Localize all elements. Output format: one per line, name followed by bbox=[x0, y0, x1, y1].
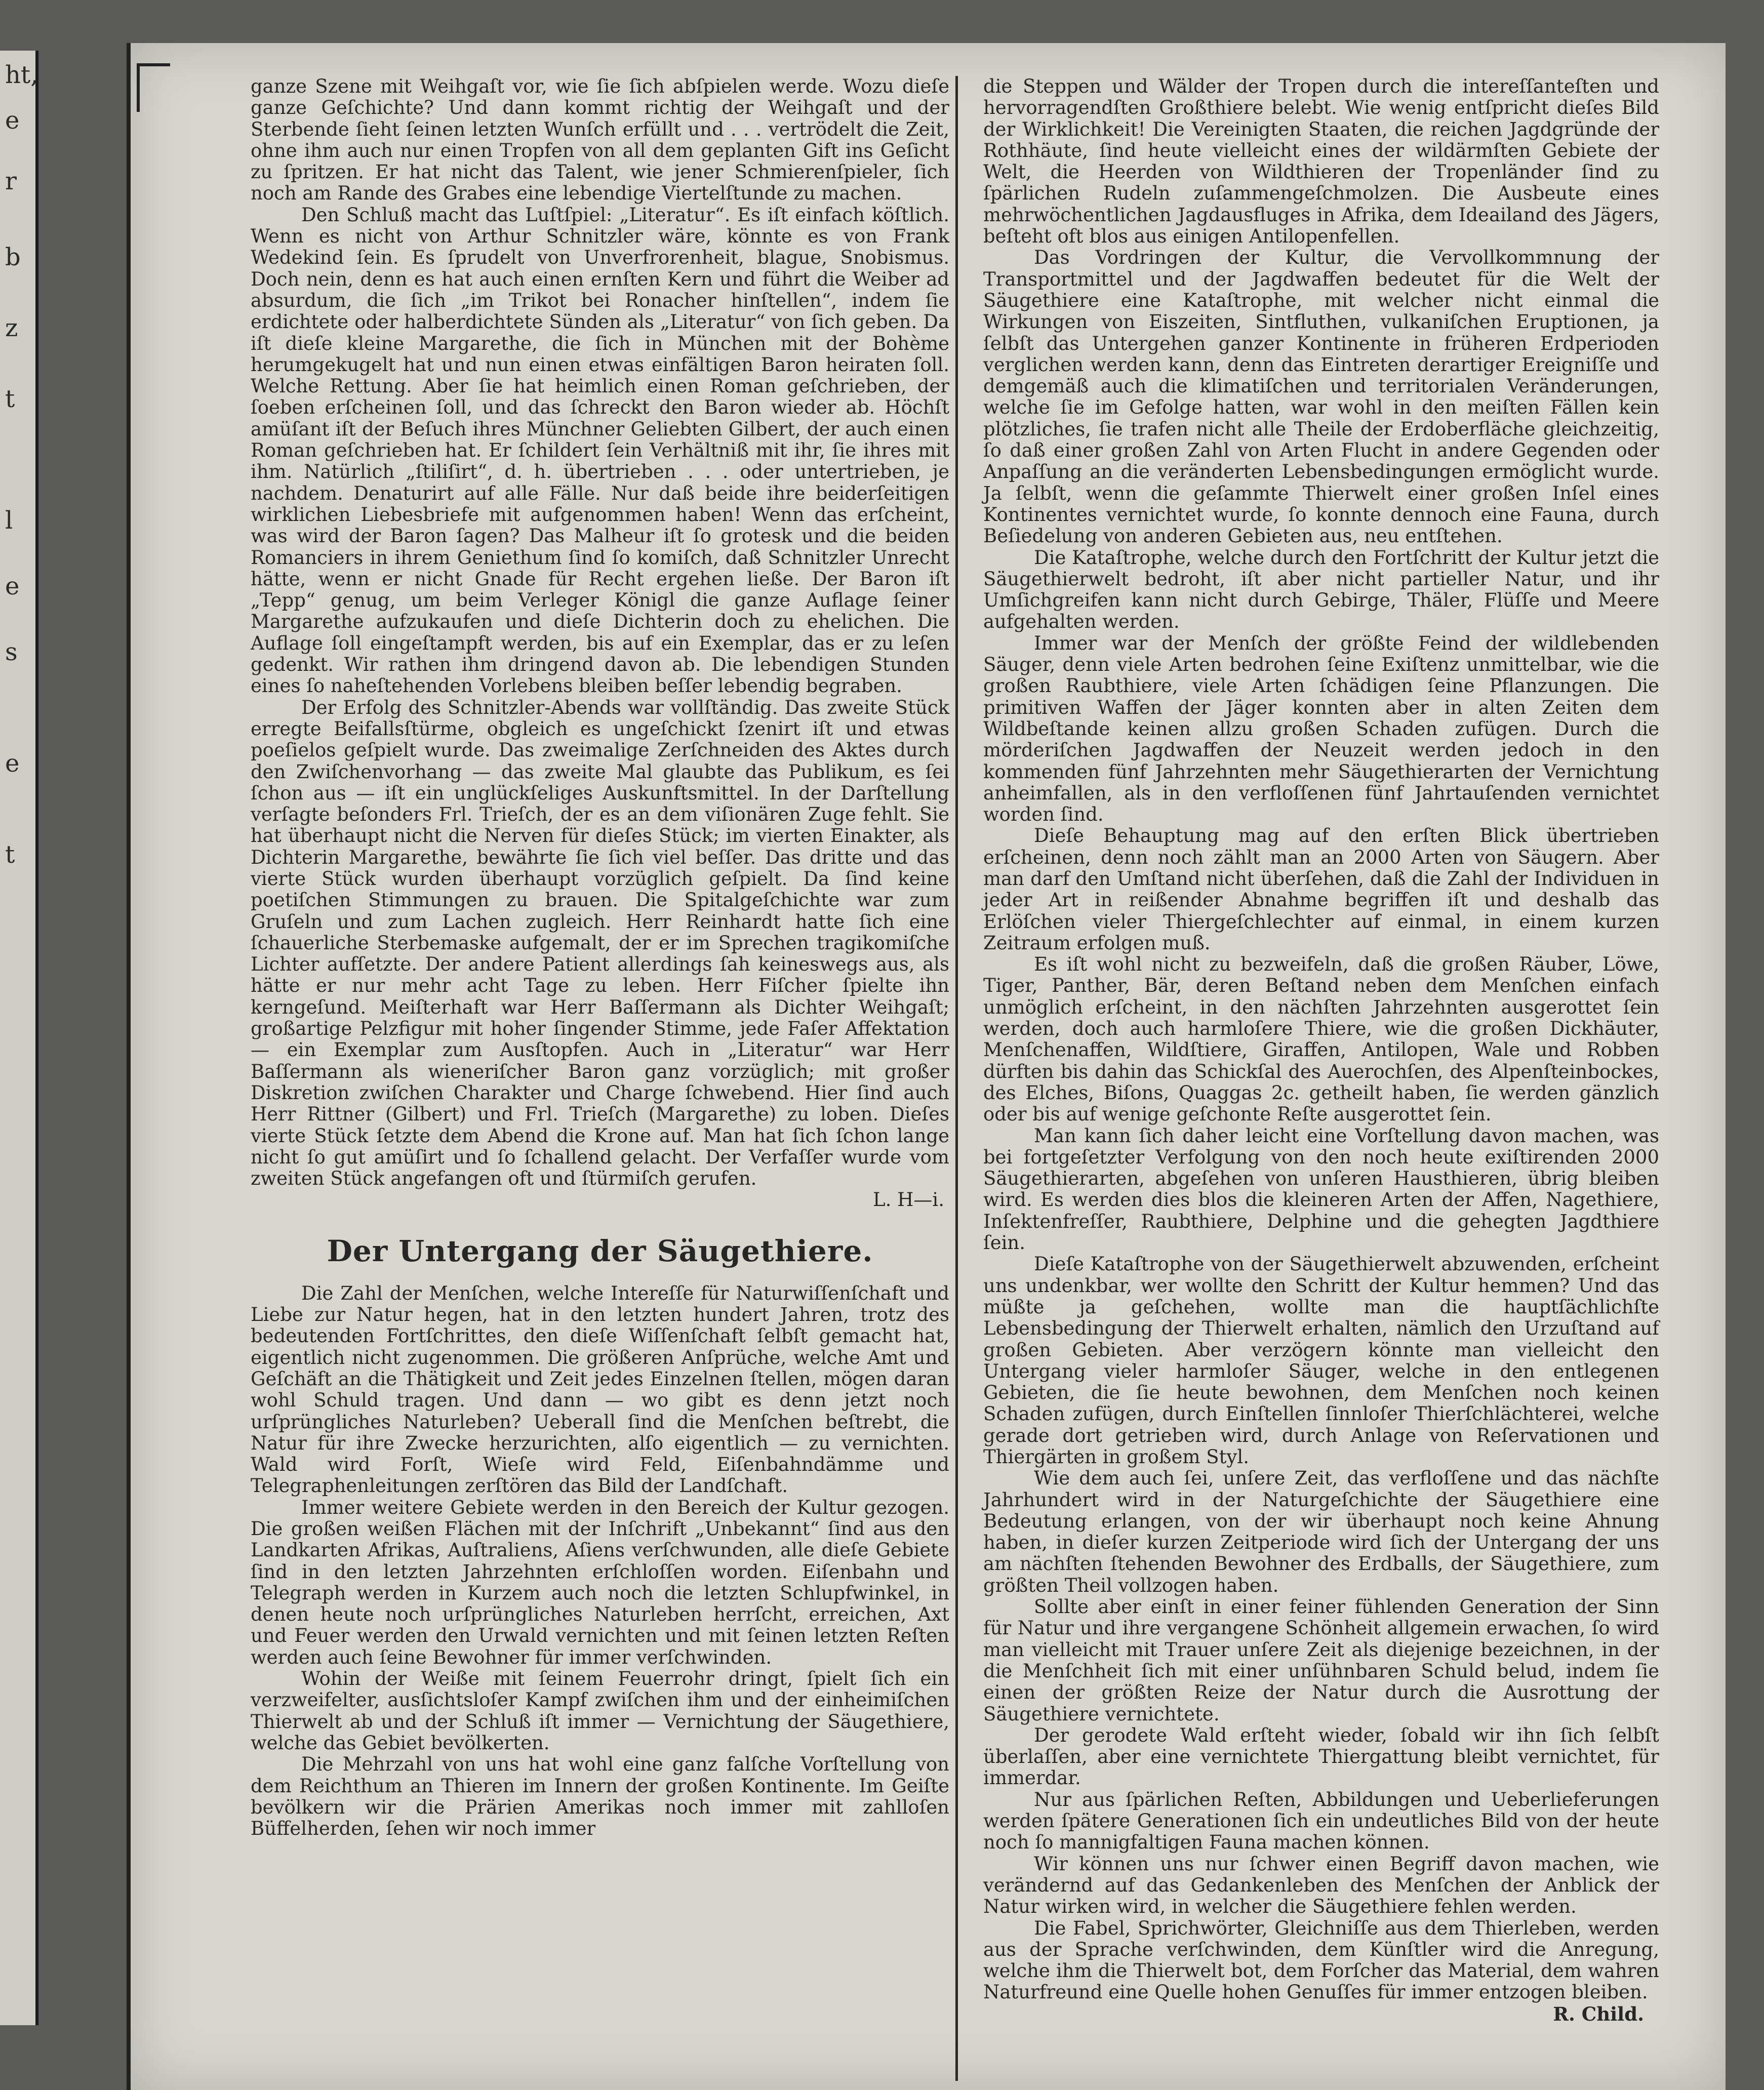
adjacent-page-fragment bbox=[0, 51, 38, 2025]
paragraph: Man kann ſich daher leicht eine Vorſtellung davon machen, was bei fortgeſetzter Verfolgung von den noch heute exiſtirenden 2000 Säugethierarten, abgeſehen von unſeren Hausthieren, übrig bleiben wird. Es werden dies blos die kleineren Arten der Affen, Nagethiere, Inſektenfreſſer, Raubthiere, Delphine und die gehegten Jagdthiere ſein. bbox=[983, 1124, 1659, 1254]
crop-corner-mark bbox=[137, 63, 170, 112]
paragraph: Der Erfolg des Schnitzler-Abends war vollſtändig. Das zweite Stück erregte Beifallsſtürme, obgleich es ungeſchickt ſzenirt iſt und etwas poeſielos geſpielt wurde. Das zweimalige Zerſchneiden des Aktes durch den Zwiſchenvorhang — das zweite Mal glaubte das Publikum, es ſei ſchon aus — iſt ein unglückſeliges Auskunftsmittel. In der Darſtellung verſagte beſonders Frl. Trieſch, der es an dem viſionären Zuge fehlt. Sie hat überhaupt nicht die Nerven für dieſes Stück; im vierten Einakter, als Dichterin Margarethe, bewährte ſie ſich viel beſſer. Das dritte und das vierte Stück wurden überhaupt vorzüglich geſpielt. Da ſind keine poetiſchen Stimmungen zu brauen. Die Spitalgeſchichte war zum Gruſeln und zum Lachen zugleich. Herr Reinhardt hatte ſich eine ſchauerliche Sterbemaske aufgemalt, der er im Sprechen tragikomiſche Lichter aufſetzte. Der andere Patient allerdings ſah keineswegs aus, als hätte er nur mehr acht Tage zu leben. Herr Fiſcher ſpielte ihn kerngeſund. Meiſterhaft war Herr Baſſermann als Dichter Weihgaſt; großartige Pelzfigur mit hoher ſingender Stimme, jede Faſer Affektation — ein Exemplar zum Ausſtopfen. Auch in „Literatur“ war Herr Baſſermann als wieneriſcher Baron ganz vorzüglich; mit großer Diskretion zwiſchen Charakter und Charge ſchwebend. Hier ſind auch Herr Rittner (Gilbert) und Frl. Trieſch (Margarethe) zu loben. Dieſes vierte Stück ſetzte dem Abend die Krone auf. Man hat ſich ſchon lange nicht ſo gut amüſirt und ſo ſchallend gelacht. Der Verfaſſer wurde vom zweiten Stück angefangen oft und ſtürmiſch gerufen. bbox=[251, 696, 949, 1190]
paragraph: Dieſe Behauptung mag auf den erſten Blick übertrieben erſcheinen, denn noch zählt man an 2000 Arten von Säugern. Aber man darf den Umſtand nicht überſehen, daß die Zahl der Individuen in jeder Art in reißender Abnahme begriffen iſt und deshalb das Erlöſchen vieler Thiergeſchlechter auf einmal, in einem kurzen Zeitraum erfolgen muß. bbox=[983, 825, 1659, 954]
mammal-article-left bbox=[251, 1283, 949, 1840]
paragraph: Wohin der Weiße mit ſeinem Feuerrohr dringt, ſpielt ſich ein verzweifelter, ausſichtsloſer Kampf zwiſchen ihm und der einheimiſchen Thierwelt ab und der Schluß iſt immer — Vernichtung der Säugethiere, welche das Gebiet bevölkerten. bbox=[251, 1668, 949, 1754]
fragment-text: l bbox=[5, 506, 13, 535]
paragraph: die Steppen und Wälder der Tropen durch die intereſſanteſten und hervorragendſten Großthiere belebt. Wie wenig entſpricht dieſes Bild der Wirklichkeit! Die Vereinigten Staaten, die reichen Jagdgründe der Rothhäute, ſind heute vielleicht eines der wildärmſten Gebiete der Welt, die Heerden von Wildthieren der Tropenländer ſind zu ſpärlichen Rudeln zuſammengeſchmolzen. Die Ausbeute eines mehrwöchentlichen Jagdausfluges in Afrika, dem Ideailand des Jägers, beſteht oft blos aus einigen Antilopenfellen. bbox=[983, 75, 1659, 248]
paragraph: Das Vordringen der Kultur, die Vervollkommnung der Transportmittel und der Jagdwaffen bedeutet für die Welt der Säugethiere eine Kataſtrophe, mit welcher nicht einmal die Wirkungen von Eiszeiten, Sintfluthen, vulkaniſchen Eruptionen, ja ſelbſt das Untergehen ganzer Kontinente in früheren Erdperioden verglichen werden kann, denn das Eintreten derartiger Ereigniſſe und demgemäß auch die klimatiſchen und territorialen Veränderungen, welche ſie im Gefolge hatten, war wohl in den meiſten Fällen kein plötzliches, ſie trafen nicht alle Theile der Erdoberfläche gleichzeitig, ſo daß einer großen Zahl von Arten Flucht in andere Gegenden oder Anpaſſung an die veränderten Lebensbedingungen ermöglicht wurde. Ja ſelbſt, wenn die geſammte Thierwelt einer großen Inſel eines Kontinentes vernichtet wurde, ſo konnte dennoch eine Fauna, durch Beſiedelung von anderen Gebieten aus, neu entſtehen. bbox=[983, 247, 1659, 547]
fragment-text: b bbox=[5, 243, 21, 271]
paragraph: Nur aus ſpärlichen Reſten, Abbildungen und Ueberlieferungen werden ſpätere Generationen ſich ein undeutliches Bild von der heute noch ſo mannigfaltigen Fauna machen können. bbox=[983, 1788, 1659, 1854]
fragment-text: s bbox=[5, 638, 18, 666]
fragment-text: r bbox=[5, 167, 17, 195]
paragraph: Wie dem auch ſei, unſere Zeit, das verfloſſene und das nächſte Jahrhundert wird in der Naturgeſchichte der Säugethiere eine Bedeutung erlangen, von der wir überhaupt noch keine Ahnung haben, in dieſer kurzen Zeitperiode wird ſich der Untergang der uns am nächſten ſtehenden Bewohner des Erdballs, der Säugethiere, zum größten Theil vollzogen haben. bbox=[983, 1467, 1659, 1596]
fragment-text: e bbox=[5, 106, 20, 135]
fragment-text: ht, bbox=[5, 61, 38, 89]
paragraph: ganze Szene mit Weihgaſt vor, wie ſie ſich abſpielen werde. Wozu dieſe ganze Geſchichte? Und dann kommt richtig der Weihgaſt und der Sterbende ſieht ſeinen letzten Wunſch erfüllt und . . . vertrödelt die Zeit, ohne ihm auch nur einen Tropfen von all dem geplanten Gift ins Geſicht zu ſpritzen. Er hat nicht das Talent, wie jener Schmierenſpieler, ſich noch am Rande des Grabes eine lebendige Viertelſtunde zu machen. bbox=[251, 75, 949, 205]
paragraph: Die Mehrzahl von uns hat wohl eine ganz falſche Vorſtellung von dem Reichthum an Thieren im Innern der großen Kontinente. Im Geiſte bevölkern wir die Prärien Amerikas noch immer mit zahlloſen Büffelherden, ſehen wir noch immer bbox=[251, 1753, 949, 1840]
article-headline: Der Untergang der Säugethiere. bbox=[327, 1233, 873, 1268]
paragraph: Wir können uns nur ſchwer einen Begriff davon machen, wie verändernd auf das Gedankenleben des Menſchen der Anblick der Natur wirken wird, in welcher die Säugethiere fehlen werden. bbox=[983, 1853, 1659, 1918]
paragraph: Es iſt wohl nicht zu bezweifeln, daß die großen Räuber, Löwe, Tiger, Panther, Bär, deren Beſtand neben dem Menſchen einfach unmöglich erſcheint, in den nächſten Jahrzehnten ausgerottet ſein werden, doch auch harmloſere Thiere, wie die großen Dickhäuter, Menſchenaffen, Wildſtiere, Giraffen, Antilopen, Wale und Robben dürften bis dahin das Schickſal des Auerochſen, des Alpenſteinbockes, des Elches, Biſons, Quaggas 2c. getheilt haben, ſie werden gänzlich oder bis auf wenige geſchonte Reſte ausgerottet ſein. bbox=[983, 953, 1659, 1126]
right-column bbox=[983, 76, 1659, 2025]
column-rule bbox=[955, 76, 958, 2081]
fragment-text: t bbox=[5, 840, 15, 869]
fragment-text: z bbox=[5, 314, 18, 342]
paragraph: Dieſe Kataſtrophe von der Säugethierwelt abzuwenden, erſcheint uns undenkbar, wer wollte den Schritt der Kultur hemmen? Und das müßte ja geſchehen, wollte man die hauptſächlichſte Lebensbedingung der Thierwelt erhalten, nämlich den Urzuſtand auf großen Gebieten. Aber verzögern könnte man vielleicht den Untergang vieler harmloſer Säuger, welche in den entlegenen Gebieten, die ſie heute bewohnen, dem Menſchen noch keinen Schaden zufügen, durch Einſtellen ſinnloſer Thierſchlächterei, welche gerade dort getrieben wird, durch Anlage von Reſervationen und Thiergärten in großem Styl. bbox=[983, 1253, 1659, 1468]
paragraph: Immer war der Menſch der größte Feind der wildlebenden Säuger, denn viele Arten bedrohen ſeine Exiſtenz unmittelbar, wie die großen Raubthiere, viele Arten ſchädigen ſeine Pflanzungen. Die primitiven Waffen der Jäger konnten aber in alten Zeiten dem Wildbeſtande keinen allzu großen Schaden zufügen. Durch die mörderiſchen Jagdwaffen der Neuzeit werden jedoch in den kommenden fünf Jahrzehnten mehr Säugethierarten der Vernichtung anheimfallen, als in den verfloſſenen fünf Jahrtauſenden vernichtet worden ſind. bbox=[983, 632, 1659, 826]
paragraph: Sollte aber einſt in einer feiner fühlenden Generation der Sinn für Natur und ihre vergangene Schönheit allgemein erwachen, ſo wird man vielleicht mit Trauer unſere Zeit als diejenige bezeichnen, in der die Menſchheit ſich mit einer unſühnbaren Schuld belud, indem ſie einen der größten Reize der Natur durch die Ausrottung der Säugethiere vernichtete. bbox=[983, 1596, 1659, 1725]
theatre-review bbox=[251, 76, 949, 1211]
paragraph: Den Schluß macht das Luſtſpiel: „Literatur“. Es iſt einfach köſtlich. Wenn es nicht von Arthur Schnitzler wäre, könnte es von Frank Wedekind ſein. Es ſprudelt von Unverfrorenheit, blague, Snobismus. Doch nein, denn es hat auch einen ernſten Kern und führt die Weiber ad absurdum, die ſich „im Trikot bei Ronacher hinſtellen“, indem ſie erdichtete oder halberdichtete Sünden als „Literatur“ von ſich geben. Da iſt dieſe kleine Margarethe, die ſich in München mit der Bohème herumgekugelt hat und nun einen etwas einfältigen Baron heiraten ſoll. Welche Rettung. Aber ſie hat heimlich einen Roman geſchrieben, der ſoeben erſcheinen ſoll, und das ſchreckt den Baron wieder ab. Höchſt amüſant iſt der Beſuch ihres Münchner Geliebten Gilbert, der auch einen Roman geſchrieben hat. Er ſchildert ſein Verhältniß mit ihr, ſie ihres mit ihm. Natürlich „ſtiliſirt“, d. h. übertrieben . . . oder untertrieben, je nachdem. Denaturirt auf alle Fälle. Nur daß beide ihre beiderſeitigen wirklichen Liebesbriefe mit aufgenommen haben! Wenn das erſcheint, was wird der Baron ſagen? Das Malheur iſt ſo grotesk und die beiden Romanciers in ihrem Geniethum ſind ſo komiſch, daß Schnitzler Unrecht hätte, wenn er nicht Gnade für Recht ergehen ließe. Der Baron iſt „Tepp“ genug, um beim Verleger Königl die ganze Auflage ſeiner Margarethe aufzukaufen und dieſe Dichterin doch zu ehelichen. Die Auflage ſoll eingeſtampft werden, bis auf ein Exemplar, das er zu leſen gedenkt. Wir rathen ihm dringend davon ab. Die lebendigen Stunden eines ſo naheſtehenden Vorlebens bleiben beſſer lebendig begraben. bbox=[251, 204, 949, 697]
fragment-text: t bbox=[5, 385, 15, 413]
paragraph: Immer weitere Gebiete werden in den Bereich der Kultur gezogen. Die großen weißen Flächen mit der Inſchrift „Unbekannt“ ſind aus den Landkarten Afrikas, Auſtraliens, Aſiens verſchwunden, alle dieſe Gebiete ſind in den letzten Jahrzehnten erſchloſſen worden. Eiſenbahn und Telegraph werden in Kurzem auch noch die letzten Schlupfwinkel, in denen heute noch urſprüngliches Naturleben herrſcht, erreichen, Axt und Feuer werden den Urwald vernichten und mit ſeinen letzten Reſten werden auch ſeine Bewohner für immer verſchwinden. bbox=[251, 1496, 949, 1668]
paragraph: Die Zahl der Menſchen, welche Intereſſe für Naturwiſſenſchaft und Liebe zur Natur hegen, hat in den letzten hundert Jahren, trotz des bedeutenden Fortſchrittes, den dieſe Wiſſenſchaft ſelbſt gemacht hat, eigentlich nicht zugenommen. Die größeren Anſprüche, welche Amt und Geſchäft an die Thätigkeit und Zeit jedes Einzelnen ſtellen, mögen daran wohl Schuld tragen. Und dann — wo gibt es denn jetzt noch urſprüngliches Naturleben? Ueberall ſind die Menſchen beſtrebt, die Natur für ihre Zwecke herzurichten, alſo eigentlich — zu vernichten. Wald wird Forſt, Wieſe wird Feld, Eiſenbahndämme und Telegraphenleitungen zerſtören das Bild der Landſchaft. bbox=[251, 1282, 949, 1497]
fragment-text: e bbox=[5, 572, 20, 600]
fragment-text: e bbox=[5, 749, 20, 778]
paragraph: Die Kataſtrophe, welche durch den Fortſchritt der Kultur jetzt die Säugethierwelt bedroht, iſt aber nicht partieller Natur, und ihr Umſichgreifen kann nicht durch Gebirge, Thäler, Flüſſe und Meere aufgehalten werden. bbox=[983, 546, 1659, 633]
paragraph: Die Fabel, Sprichwörter, Gleichniſſe aus dem Thierleben, werden aus der Sprache verſchwinden, dem Künſtler wird die Anregung, welche ihm die Thierwelt bot, dem Forſcher das Material, dem wahren Naturfreund eine Quelle hohen Genuſſes für immer entzogen bleiben. bbox=[983, 1917, 1659, 2003]
paragraph: Der gerodete Wald erſteht wieder, ſobald wir ihn ſich ſelbſt überlaſſen, aber eine vernichtete Thiergattung bleibt vernichtet, für immerdar. bbox=[983, 1724, 1659, 1789]
left-column bbox=[251, 76, 949, 1839]
review-signature: L. H—i. bbox=[873, 1189, 944, 1211]
article-signature: R. Child. bbox=[1553, 2002, 1644, 2025]
